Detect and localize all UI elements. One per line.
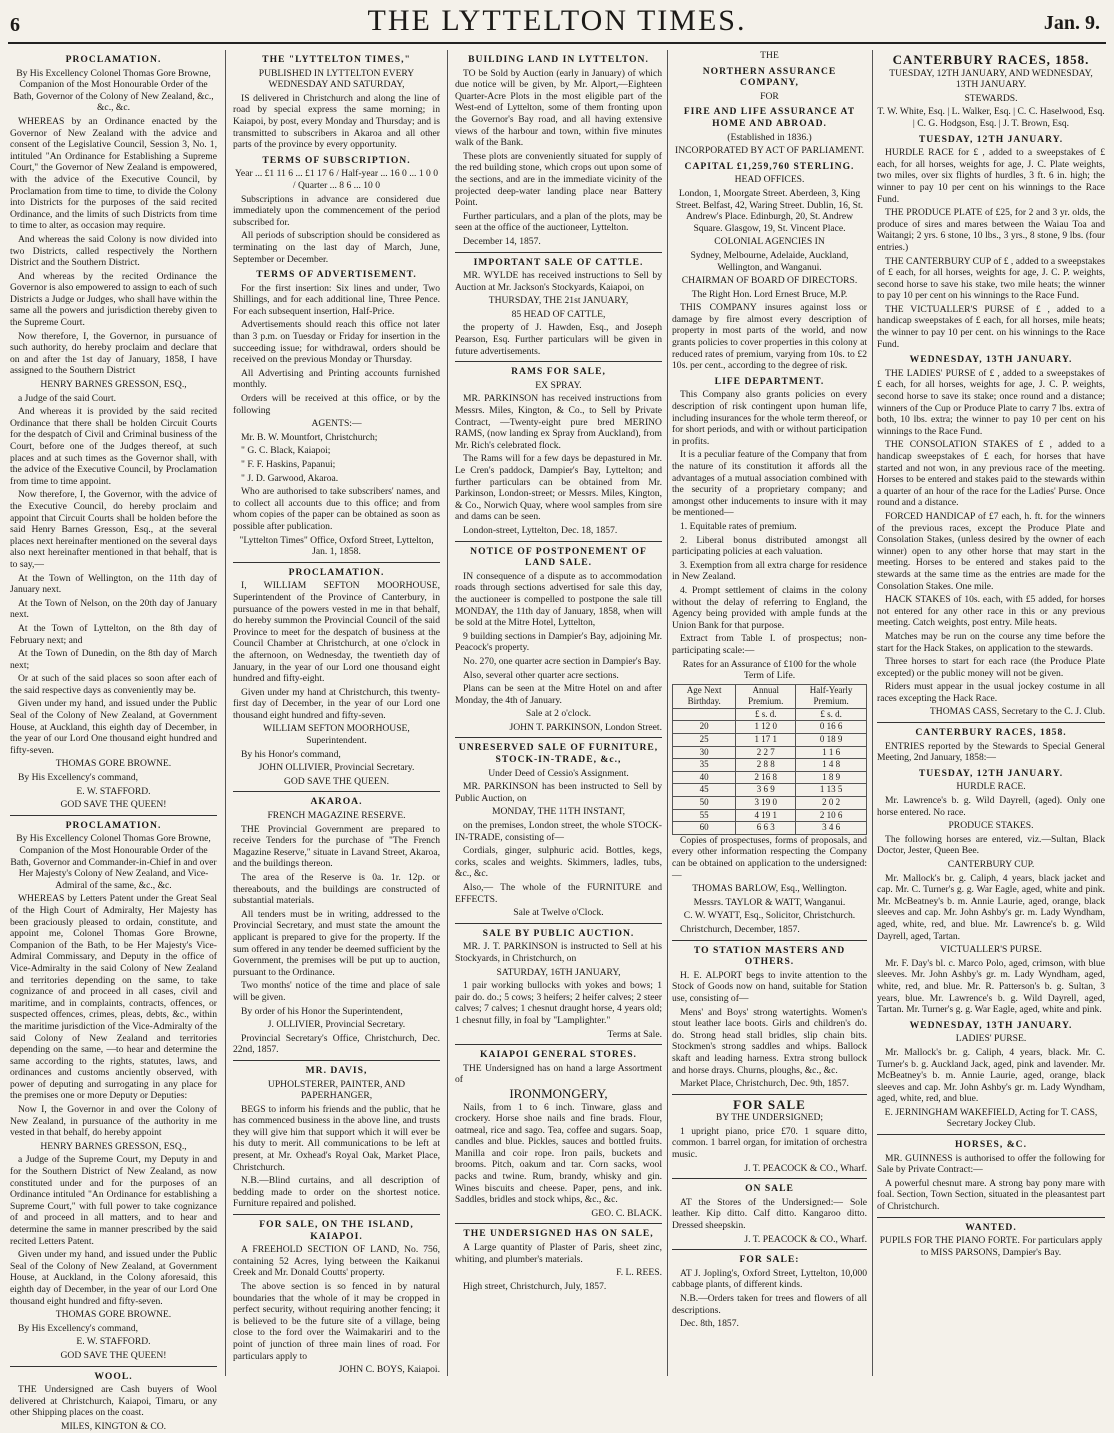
table-cell: 35 — [673, 759, 736, 772]
ad-text: 1 pair working bullocks with yokes and bows; 1 pair do. do.; 5 cows; 3 heifers; 2 heifer calves; 2 steer calves; 7 calves; 1 chesnut draught horse, 4 years old; 1 chesnut filly, in foal by "Lamplighter." — [455, 980, 662, 1026]
ad-text: MR. J. T. PARKINSON is instructed to Sell at his Stockyards, in Christchurch, on — [455, 941, 662, 964]
ad-subheading: AGENTS:— — [311, 418, 362, 430]
ad-text: For the first insertion: Six lines and under, Two Shillings, and for each additional line, Three Pence. For each subsequent insertion, Half-Price. — [233, 282, 440, 317]
ad-subheading: FRENCH MAGAZINE RESERVE. — [267, 810, 406, 822]
ad-text: 1 upright piano, price £70. 1 square ditto, common. 1 barrel organ, for imitation of orchestra music. — [672, 1125, 867, 1161]
ad-heading: THE UNDERSIGNED HAS ON SALE, — [463, 1228, 654, 1240]
ad-text: London-street, Lyttelton, Dec. 18, 1857. — [463, 524, 618, 536]
ad-text: (Established in 1836.) — [727, 131, 812, 143]
ad-subheading: EX SPRAY. — [535, 379, 582, 391]
ad-text: A Large quantity of Plaster of Paris, sheet zinc, whiting, and plumber's materials. — [455, 1242, 662, 1265]
ad-text: MR. PARKINSON has been instructed to Sell by Public Auction, on — [455, 781, 662, 804]
ad-text: THE VICTUALLER'S PURSE of £ , added to a handicap sweepstakes of £ each, for all horses, mile heats; the winner to pay 10 per cent. on his winnings to the Race Fund. — [877, 303, 1105, 350]
ad-signature: THOMAS BARLOW, Esq., Wellington. — [692, 883, 847, 895]
ad-signature: THOMAS CASS, Secretary to the C. J. Club. — [929, 706, 1105, 718]
table-cell: 0 16 6 — [796, 721, 867, 734]
ad-signature: E. W. STAFFORD. — [76, 1336, 151, 1348]
ad-signature: GEO. C. BLACK. — [591, 1207, 662, 1219]
ad-text: 3. Exemption from all extra charge for residence in New Zealand. — [672, 559, 867, 583]
column-4 — [672, 50, 867, 1376]
ad-heading: RAMS FOR SALE, — [511, 366, 606, 378]
ad-text: Two months' notice of the time and place of sale will be given. — [233, 980, 440, 1003]
table-row — [673, 797, 867, 810]
rule — [455, 252, 662, 253]
ad-subheading: VICTUALLER'S PURSE. — [940, 944, 1042, 956]
column-divider — [872, 50, 873, 1376]
table-row — [673, 822, 867, 835]
ad-text: No. 270, one quarter acre section in Dampier's Bay. — [463, 655, 661, 667]
ad-text: MR. PARKINSON has received instructions from Messrs. Miles, Kington, & Co., to Sell by Private Contract, —Twenty-eight pure bred MERINO RAMS, (now landing ex Spray from Auckland), from Mr. Rich's celebrated flock. — [455, 393, 662, 451]
table-cell: 2 10 6 — [796, 809, 867, 822]
masthead-rule — [8, 42, 1106, 44]
ad-text: BEGS to inform his friends and the public, that he has commenced business in the above line, and trusts they will give him that support which it will ever be his duty to merit. All communications to be left at present, at Mr. Oxhead's Royal Oak, Market Place, Christchurch. — [233, 1103, 440, 1173]
ad-text: By His Excellency Colonel Thomas Gore Browne, Companion of the Most Honourable Order of the Bath, Governor of the Colony of New Zealand, &c., &c., &c. — [13, 67, 214, 114]
ad-text: T. W. White, Esq. | L. Walker, Esq. | C. C. Haselwood, Esq. | C. G. Hodgson, Esq. | J. T. Brown, Esq. — [877, 106, 1105, 129]
ad-subheading: PUBLISHED IN LYTTELTON EVERY WEDNESDAY AND SATURDAY, — [258, 67, 415, 91]
ad-subheading: CHAIRMAN OF BOARD OF DIRECTORS. — [681, 275, 858, 287]
ad-text: Christchurch, December, 1857. — [680, 923, 800, 935]
ad-text: THE CONSOLATION STAKES of £ , added to a handicap sweepstakes of £ each, for horses that have started and not won, in any previous race of the meeting. Horses to be entered and stakes paid to the stewards within a quarter of an hour of the race for the Ladies' Purse. Once round and a distance. — [877, 439, 1105, 509]
ad-heading: TO STATION MASTERS AND OTHERS. — [693, 944, 846, 968]
ad-text: By his Honor's command, — [241, 748, 341, 760]
ad-text: By His Excellency's command, — [18, 772, 139, 784]
column-2 — [233, 50, 440, 1376]
ad-text: And whereas the said Colony is now divided into two Districts, called respectively the Northern District and the Southern District. — [10, 233, 217, 269]
table-header: Half-Yearly Premium. — [796, 684, 867, 708]
rule — [672, 940, 867, 941]
ad-text: Extract from Table I. of prospectus; non-participating scale:— — [672, 633, 867, 656]
ad-text: At the Town of Wellington, on the 11th day of January next. — [10, 572, 217, 596]
table-cell: 30 — [673, 746, 736, 759]
ad-text: Market Place, Christchurch, Dec. 9th, 1857. — [680, 1078, 849, 1090]
ad-text: GOD SAVE THE QUEEN! — [60, 1349, 167, 1361]
column-divider — [447, 50, 448, 1376]
page-number: 6 — [10, 14, 20, 36]
rule — [877, 1217, 1105, 1218]
table-cell: 20 — [673, 721, 736, 734]
ad-text: FOR — [760, 90, 779, 102]
ad-text: Mr. Mallock's br. g. Caliph, 4 years, black jacket and cap. Mr. C. Turner's g. g. War Eagle, aged, white and pink. Mr. McBeatney's b. m. Annie Laurie, aged, orange, black sleeves and cap. Mr. John Ashby's gr. m. Lady Wyndham, aged, white, red, and blue. Mr. Lawrence's b. g. Wild Dayrell, aged, Tartan. — [877, 872, 1105, 942]
ad-text: Dec. 8th, 1857. — [680, 1318, 739, 1330]
ad-text: THE LADIES' PURSE of £ , added to a sweepstakes of £ each, for all horses, weights for age, J. C. P. weights, second horse to save its stake; once round and a distance; winners of the Cup or Produce Plate to carry 7 lbs. extra of both, 10 lbs. extra; the winner to pay 10 per cent on his winnings to the Race Fund. — [877, 367, 1105, 437]
ad-text: By His Excellency's command, — [18, 1322, 139, 1334]
ad-text: Mr. B. W. Mountfort, Christchurch; — [241, 431, 378, 443]
table-cell: 1 1 6 — [796, 746, 867, 759]
ad-signature: J. T. PEACOCK & CO., Wharf. — [744, 1162, 867, 1174]
ad-subheading: BY THE UNDERSIGNED; — [715, 1112, 824, 1124]
table-cell: 3 19 0 — [736, 797, 796, 810]
table-cell: 55 — [673, 809, 736, 822]
ad-heading: NOTICE OF POSTPONEMENT OF LAND SALE. — [470, 545, 647, 569]
ad-text: "Lyttelton Times" Office, Oxford Street, Lyttelton, Jan. 1, 1858. — [239, 534, 434, 558]
ad-text: All Advertising and Printing accounts furnished monthly. — [233, 367, 440, 391]
ad-text: Mr. F. Day's bl. c. Marco Polo, aged, crimson, with blue sleeves. Mr. John Ashby's gr. m. Lady Wyndham, aged, white, red, and blue. Mr. R. Patterson's b. g. Sultan, 3 years, blue. Mr. Lawrence's b. g. Wild Dayrell, aged, Tartan. Mr. Turner's g. g. War Eagle, aged, white and pink. — [877, 957, 1105, 1016]
ad-heading: UNRESERVED SALE OF FURNITURE, STOCK-IN-TRADE, &c., — [458, 742, 659, 766]
ad-text: The Rams will for a few days be depastured in Mr. Le Cren's paddock, Dampier's Bay, Lyttelton; and further particulars can be obtained from Mr. Parkinson, London-street; or Messrs. Miles, Kington, & Co., Norwich Quay, where wool samples from sire and dams can be seen. — [455, 453, 662, 523]
ad-signature: JOHN C. BOYS, Kaiapoi. — [338, 1364, 440, 1376]
ad-text: THE — [760, 50, 779, 61]
table-row — [673, 746, 867, 759]
ad-text: WHEREAS by an Ordinance enacted by the Governor of New Zealand with the advice and consent of the Legislative Council, Session 3, No. 1, intituled "An Ordinance for Establishing a Supreme Court," the Governor of New Zealand is empowered, with the advice of the Executive Council, by Proclamation from time to time, to divide the Colony into Districts for the purposes of the said recited Ordinance, and the limits of such Districts from time to time to alter, as occasion may require. — [10, 115, 217, 232]
ad-heading: AKAROA. — [310, 796, 363, 808]
ad-text: At the Town of Dunedin, on the 8th day of March next; — [10, 648, 217, 671]
ad-text: THURSDAY, THE 21st JANUARY, — [488, 295, 629, 307]
column-divider — [225, 50, 226, 1376]
ad-heading: FIRE AND LIFE ASSURANCE AT HOME AND ABROAD. — [683, 106, 856, 129]
ad-text: Now I, the Governor in and over the Colony of New Zealand, in pursuance of the authority in me vested in that behalf, do hereby appoint — [10, 1104, 217, 1139]
ad-heading: FOR SALE, ON THE ISLAND, KAIAPOI. — [259, 1219, 414, 1242]
ad-text: And whereas by the recited Ordinance the Governor is also empowered to assign to each of such Districts a Judge or Judges, who shall have within the same all the powers and jurisdiction thereby given to the Supreme Court. — [10, 270, 218, 329]
ad-heading: NORTHERN ASSURANCE COMPANY, — [702, 65, 837, 89]
ad-heading: HORSES, &C. — [954, 1139, 1028, 1151]
ad-text: PUPILS FOR THE PIANO FORTE. For particulars apply to MISS PARSONS, Dampier's Bay. — [879, 1235, 1103, 1258]
ad-heading: CAPITAL £1,259,760 STERLING. — [684, 160, 855, 172]
ad-text: N.B.—Blind curtains, and all description of bedding made to order on the shortest notice. Furniture repaired and polished. — [233, 1175, 440, 1210]
rule — [877, 1134, 1105, 1135]
ad-text: Further particulars, and a plan of the plots, may be seen at the office of the auctioneer, Lyttelton. — [455, 210, 662, 234]
ad-heading: KAIAPOI GENERAL STORES. — [480, 1049, 637, 1061]
ad-signature: E. W. STAFFORD. — [76, 785, 151, 797]
table-cell: 25 — [673, 734, 736, 747]
table-cell: 1 8 9 — [796, 771, 867, 784]
ad-text: " G. C. Black, Kaiapoi; — [241, 445, 331, 457]
rule — [877, 722, 1105, 723]
ad-text: All tenders must be in writing, addressed to the Provincial Secretary, and must state the amount the applicant is prepared to give for the property. If the sum offered in any tender be deemed sufficient by the Government, the premises will be put up to auction, pursuant to the Ordinance. — [233, 908, 440, 978]
ad-signature: THOMAS GORE BROWNE. — [55, 758, 172, 770]
ad-heading: CANTERBURY RACES, 1858. — [892, 52, 1090, 67]
ad-text: Year ... £1 11 6 ... £1 17 6 / Half-year ... 16 0 ... 1 0 0 / Quarter ... 8 6 ... 10 0 — [234, 168, 439, 191]
ad-text: Mr. Lawrence's b. g. Wild Dayrell, (aged). Only one horse entered. No race. — [877, 795, 1105, 818]
table-header: £ s. d. — [736, 708, 796, 721]
ad-heading: ON SALE — [745, 1183, 794, 1195]
ad-text: Orders will be received at this office, or by the following — [233, 393, 440, 416]
ad-text: THE Undersigned are Cash buyers of Wool delivered at Christchurch, Kaiapoi, Timaru, or any other Shipping places on the coast. — [10, 1384, 217, 1419]
ad-text: IS delivered in Christchurch and along the line of road by special express the same morning; in Kaiapoi, by post, every Monday and Thursday; and is transmitted to subscribers in Akaroa and all other parts of the province by every opportunity. — [233, 92, 440, 151]
ad-text: INCORPORATED BY ACT OF PARLIAMENT. — [675, 145, 864, 157]
ad-heading: CANTERBURY RACES, 1858. — [915, 727, 1067, 739]
ad-text: A powerful chesnut mare. A strong bay pony mare with foal. Section, Town Section, situated in the pleasantest part of Christchurch. — [877, 1177, 1105, 1213]
table-cell: 1 17 1 — [736, 734, 796, 747]
table-cell: 1 13 5 — [796, 784, 867, 797]
rule — [455, 541, 662, 542]
ad-heading: FOR SALE — [733, 1096, 806, 1112]
ad-text: The Right Hon. Lord Ernest Bruce, M.P. — [691, 288, 848, 300]
ad-text: Three horses to start for each race (the Produce Plate excepted) or the public money will not be given. — [877, 656, 1105, 679]
ad-text: The following horses are entered, viz.—Sultan, Black Doctor, Jester, Queen Bee. — [877, 833, 1105, 857]
rule — [455, 361, 662, 362]
ad-text: HURDLE RACE for £ , added to a sweepstakes of £ each, for all horses, weights for age, J. C. Plate weights, two miles, over six flights of hurdles, 3 ft. 6 in. high; the winner to pay 10 per cent on his winnings to the Race Fund. — [877, 147, 1105, 205]
ad-text: a Judge of the said Court. — [18, 392, 117, 404]
ad-text: Sale at Twelve o'Clock. — [513, 907, 604, 919]
ad-text: SATURDAY, 16TH JANUARY, — [496, 966, 621, 978]
newspaper-title: THE LYTTELTON TIMES. — [367, 4, 747, 37]
ad-text: " J. D. Garwood, Akaroa. — [241, 472, 339, 484]
table-cell: 2 2 7 — [736, 746, 796, 759]
ad-text: A FREEHOLD SECTION OF LAND, No. 756, containing 52 Acres, lying between the Kaikanui Creek and Mr. Donald Coutts' property. — [233, 1244, 440, 1279]
column-5 — [877, 50, 1105, 1376]
ad-subheading: Under Deed of Cessio's Assignment. — [488, 767, 629, 779]
ad-text: AT the Stores of the Undersigned:— Sole leather. Kip ditto. Calf ditto. Kangaroo ditto. Dressed sheepskin. — [672, 1196, 867, 1232]
table-cell: 3 6 9 — [736, 784, 796, 797]
ad-heading: IMPORTANT SALE OF CATTLE. — [473, 256, 644, 268]
ad-text: H. E. ALPORT begs to invite attention to the Stock of Goods now on hand, suitable for Station use, consisting of— — [672, 969, 867, 1004]
table-cell: 40 — [673, 771, 736, 784]
rule — [233, 1214, 440, 1215]
ad-name: HENRY BARNES GRESSON, ESQ., — [40, 379, 187, 391]
ad-text: Copies of prospectuses, forms of proposals, and every other information respecting the Company can be obtained on application to the undersigned:— — [672, 834, 867, 881]
ad-text: Now therefore, I, the Governor, with the advice of the Executive Council, do hereby proclaim and appoint that Circuit Courts shall be holden before the said Henry Barnes Gresson, Esq., at the several places next hereinafter mentioned on the several days also next hereinafter mentioned in that behalf, that is to say,— — [10, 489, 217, 570]
ad-heading: PROCLAMATION. — [65, 54, 162, 65]
ad-text: 9 building sections in Dampier's Bay, adjoining Mr. Peacock's property. — [455, 630, 662, 654]
ad-text: N.B.—Orders taken for trees and flowers of all descriptions. — [672, 1293, 867, 1316]
ad-signature: THOMAS GORE BROWNE. — [55, 1309, 172, 1321]
issue-date: Jan. 9. — [1043, 12, 1100, 34]
ad-name: HENRY BARNES GRESSON, ESQ., — [40, 1140, 187, 1152]
ad-text: Mr. Mallock's br. g. Caliph, 4 years, black. Mr. C. Turner's b. g. Auckland Jack, aged, pink and lavender. Mr. McBeatney's b. m. Annie Laurie, aged, orange, black sleeves and cap. Mr. John Ashby's gr. m. Lady Wyndham, aged, white, red, and blue. — [877, 1046, 1105, 1105]
ad-signature: WILLIAM SEFTON MOORHOUSE, Superintendent. — [263, 723, 410, 747]
ad-subheading: COLONIAL AGENCIES IN — [714, 236, 825, 248]
ad-subheading: UPHOLSTERER, PAINTER, AND PAPERHANGER, — [267, 1078, 406, 1102]
ad-text: Nails, from 1 to 6 inch. Tinware, glass and crockery. Horse shoe nails and fine brads. Flour, oatmeal, rice and sago. Tea, coffee and sugars. Soap, candles and blue. Pickles, sauces and bottled fruits. Manilla and coir rope. Iron pails, buckets and brooms. Pitch, oakum and tar. Corn sacks, wool packs and twine. Rum, brandy, whisky and gin. Wines biscuits and cheese. Paper, pens, and ink. Saddles, bridles and stock whips, &c., &c. — [455, 1101, 662, 1206]
ad-signature: F. L. REES. — [616, 1267, 662, 1279]
ad-heading: TERMS OF ADVERTISEMENT. — [256, 269, 417, 281]
premium-table — [672, 684, 867, 835]
ad-text: on the premises, London street, the whole STOCK-IN-TRADE, consisting of— — [455, 820, 662, 843]
rule — [233, 1060, 440, 1061]
ad-text: THE Undersigned has on hand a large Assortment of — [455, 1062, 662, 1086]
ad-text: Given under my hand, and issued under the Public Seal of the Colony of New Zealand, at Government House, at Auckland, this eighth day of December, in the year of our Lord One thousand eight hundred and fifty-seven. — [10, 698, 217, 756]
ad-text: Given under my hand, and issued under the Public Seal of the Colony of New Zealand, at Government House, at Auckland, in the Colony aforesaid, this eighth day of December, in the year of our Lord One thousand eight hundred and fifty-seven. — [10, 1249, 217, 1307]
ad-heading: TUESDAY, 12TH JANUARY. — [918, 133, 1064, 145]
ad-heading: WEDNESDAY, 13TH JANUARY. — [909, 354, 1073, 366]
ad-text: Or at such of the said places so soon after each of the said respective days as conveniently may be. — [10, 673, 217, 696]
ad-text: Terms at Sale. — [607, 1028, 662, 1040]
ad-text: Provincial Secretary's Office, Christchurch, Dec. 22nd, 1857. — [233, 1032, 440, 1056]
ad-subheading: HEAD OFFICES. — [734, 174, 805, 186]
ad-text: All periods of subscription should be considered as terminating on the last day of March, June, September or December. — [233, 230, 440, 265]
ad-text: And whereas it is provided by the said recited Ordinance that there shall be holden Circuit Courts for the despatch of Civil and Criminal business of the Court, before one of the Judges thereof, at such places and at such times as the Governor shall, with the advice of the Executive Council, by Proclamation from time to time appoint. — [10, 406, 217, 487]
table-header — [673, 708, 736, 721]
ad-heading: THE "LYTTELTON TIMES," — [262, 54, 411, 65]
ad-text: At the Town of Lyttelton, on the 8th day of February next; and — [10, 622, 217, 646]
ad-signature: Messrs. TAYLOR & WATT, Wanganui. — [693, 896, 846, 908]
ad-text: HACK STAKES of 10s. each, with £5 added, for horses not entered for any other race in this or any previous meeting. Catch weights, post entry. Mile heats. — [877, 594, 1105, 629]
ad-subheading: CANTERBURY CUP. — [947, 859, 1035, 870]
ad-text: By His Excellency Colonel Thomas Gore Browne, Companion of the Most Honourable Order of the Bath, Governor and Commander-in-Chief in and over Her Majesty's Colony of New Zealand, and Vice-Admiral of the same, &c., &c. — [10, 833, 217, 891]
table-cell: 3 4 6 — [796, 822, 867, 835]
table-cell: 60 — [673, 822, 736, 835]
ad-heading: PROCLAMATION. — [65, 819, 162, 831]
table-header: Age Next Birthday. — [673, 684, 736, 708]
rule — [455, 1044, 662, 1045]
ad-text: The above section is so fenced in by natural boundaries that the whole of it may be cropped in perfect security, without requiring another fencing; it is believed to be the future site of a village, being close to the ford over the Waimakariri and to the point of junction of three main lines of road. For particulars apply to — [233, 1281, 440, 1362]
table-cell: 2 8 8 — [736, 759, 796, 772]
table-cell: 2 0 2 — [796, 797, 867, 810]
ad-text: the property of J. Hawden, Esq., and Joseph Pearson, Esq. Further particulars will be given in future advertisements. — [455, 322, 662, 357]
ad-text: MR. WYLDE has received instructions to Sell by Auction at Mr. Jackson's Stockyards, Kaiapoi, on — [455, 270, 662, 293]
ad-text: High street, Christchurch, July, 1857. — [463, 1280, 607, 1292]
table-cell: 6 6 3 — [736, 822, 796, 835]
table-row — [673, 759, 867, 772]
ad-text: MONDAY, THE 11TH INSTANT, — [491, 806, 626, 818]
ad-subheading: TUESDAY, 12TH JANUARY, AND WEDNESDAY, 13TH JANUARY. — [889, 67, 1093, 91]
ad-text: TO be Sold by Auction (early in January) of which due notice will be given, by Mr. Alport,—Eighteen Quarter-Acre Plots in the most eligible part of the West-end of Lyttelton, some of them fronting upon the Governor's Bay road, and all having extensive views of the harbour and town, within five minutes walk of the Bank. — [455, 67, 662, 149]
ad-heading: WEDNESDAY, 13TH JANUARY. — [909, 1019, 1073, 1031]
ad-heading: PROCLAMATION. — [288, 566, 385, 578]
ad-text: AT J. Jopling's, Oxford Street, Lyttelton, 10,000 cabbage plants, of different kinds. — [672, 1267, 867, 1291]
rule — [10, 815, 217, 816]
ad-signature: C. W. WYATT, Esq., Solicitor, Christchurch. — [683, 910, 856, 922]
ad-text: December 14, 1857. — [463, 235, 541, 247]
ad-signature: J. OLLIVIER, Provincial Secretary. — [267, 1019, 406, 1031]
ad-text: THE Provincial Government are prepared to receive Tenders for the purchase of "The French Magazine Reserve," situate in Lavand Street, Akaroa, and the buildings thereon. — [233, 823, 440, 870]
ad-text: Plans can be seen at the Mitre Hotel on and after Monday, the 4th of January. — [455, 683, 662, 706]
rule — [672, 1094, 867, 1095]
table-cell: 4 19 1 — [736, 809, 796, 822]
ad-heading: MR. DAVIS, — [305, 1064, 368, 1076]
ad-text: These plots are conveniently situated for supply of the red building stone, which crops out upon some of the sections, and are in the immediate vicinity of the projected deep-water landing place near Battery Point. — [455, 150, 662, 209]
table-header: £ s. d. — [796, 708, 867, 721]
ad-text: Subscriptions in advance are considered due immediately upon the commencement of the period subscribed for. — [233, 193, 440, 228]
ad-text: " F. F. Haskins, Papanui; — [241, 459, 336, 470]
ad-subheading: STEWARDS. — [964, 92, 1018, 104]
ad-text: Rates for an Assurance of £100 for the whole Term of Life. — [682, 658, 857, 682]
ad-text: The area of the Reserve is 0a. 1r. 12p. or thereabouts, and the buildings are constructed of substantial materials. — [233, 872, 440, 907]
ad-text: 1. Equitable rates of premium. — [680, 520, 797, 532]
ad-text: GOD SAVE THE QUEEN! — [60, 799, 167, 811]
rule — [455, 1223, 662, 1224]
ad-signature: E. JERNINGHAM WAKEFIELD, Acting for T. CASS, Secretary Jockey Club. — [884, 1106, 1098, 1130]
ad-text: Who are authorised to take subscribers' names, and to collect all accounts due to this office; and from whom copies of the paper can be obtained as soon as possible after publication. — [233, 486, 440, 532]
ad-subheading: PRODUCE STAKES. — [948, 820, 1034, 832]
ad-text: Now therefore, I, the Governor, in pursuance of such authority, do hereby proclaim and declare that on and after the 1st day of January, 1858, I have assigned to the Southern District — [10, 330, 217, 377]
rule — [10, 1366, 217, 1367]
ad-text: THE PRODUCE PLATE of £25, for 2 and 3 yr. olds, the produce of sires and mares between the Waiau Toa and Waitangi; 2 yrs. 6 stone, 10 lbs., 3 yrs., 8 stone, 9 lbs. (four entries.) — [877, 207, 1105, 253]
rule — [455, 737, 662, 738]
table-row — [673, 809, 867, 822]
ad-text: THIS COMPANY insures against loss or damage by fire almost every description of property in most parts of the world, and now grants policies to cover properties in this colony at reduced rates of premium, varying from 10s. to £2 10s. per cent., according to the degree of risk. — [672, 302, 867, 372]
table-row — [673, 734, 867, 747]
ad-subheading: HURDLE RACE. — [956, 781, 1026, 793]
ad-text: Riders must appear in the usual jockey costume in all races excepting the Hack Race. — [877, 681, 1105, 704]
ad-subheading: LADIES' PURSE. — [955, 1033, 1027, 1045]
rule — [672, 1249, 867, 1250]
table-cell: 50 — [673, 797, 736, 810]
table-cell: 45 — [673, 784, 736, 797]
ad-text: GOD SAVE THE QUEEN. — [283, 775, 390, 787]
ad-signature: JOHN OLLIVIER, Provincial Secretary. — [258, 762, 415, 774]
ad-text: a Judge of the Supreme Court, my Deputy in and for the Southern District of New Zealand, as now constituted under and for the purposes of an Ordinance intituled "An Ordinance for establishing a Supreme Court," with full power to take cognizance of and proceed in all matters, and to hear and determine the same in manner prescribed by the said recited Letters Patent. — [10, 1154, 217, 1247]
ad-text: I, WILLIAM SEFTON MOORHOUSE, Superintendent of the Province of Canterbury, in pursuance of the powers vested in me in that behalf, do hereby summon the Provincial Council of the said Province to meet for the despatch of business at the Council Chamber at Christchurch, at one o'clock in the afternoon, on Wednesday, the twentieth day of January, in the year of our Lord one thousand eight hundred and fifty-eight. — [233, 580, 440, 685]
ad-text: IN consequence of a dispute as to accommodation roads through sections advertised for sale this day, the auctioneer is compelled to postpone the sale till MONDAY, the 11th day of January, 1858, when will be sold at the Mitre Hotel, Lyttelton, — [455, 570, 662, 629]
ad-text: London, 1, Moorgate Street. Aberdeen, 3, King Street. Belfast, 42, Waring Street. Dublin, 16, St. Andrew's Place. Edinburgh, 20, St. Andrew Square. Glasgow, 19, St. Vincent Place. — [675, 187, 864, 234]
ad-subheading: IRONMONGERY, — [509, 1085, 608, 1101]
ad-text: Given under my hand at Christchurch, this twenty-first day of December, in the year of our Lord one thousand eight hundred and fifty-seven. — [233, 686, 440, 721]
column-3 — [455, 50, 662, 1376]
ad-text: FORCED HANDICAP of £7 each, h. ft. for the winners of the previous races, except the Produce Plate and Consolation Stakes, (unless desired by the owner of each winner) open to any other horse that may start in the meeting. Horses to be entered and stakes paid to the stewards at the same time as the entries are made for the Consolation Stakes. One mile. — [877, 510, 1105, 592]
table-header: Annual Premium. — [736, 684, 796, 708]
ad-heading: TUESDAY, 12TH JANUARY. — [918, 767, 1064, 779]
table-row — [673, 784, 867, 797]
ad-text: Matches may be run on the course any time before the start for the Hack Stakes, on application to the stewards. — [877, 630, 1105, 654]
column-1 — [10, 50, 218, 1432]
ad-heading: FOR SALE: — [739, 1254, 800, 1266]
ad-text: By order of his Honor the Superintendent, — [241, 1005, 403, 1017]
table-row — [673, 771, 867, 784]
ad-heading: SALE BY PUBLIC AUCTION. — [482, 927, 635, 939]
ad-text: At the Town of Nelson, on the 20th day of January next. — [10, 597, 217, 621]
ad-text: 2. Liberal bonus distributed amongst all participating policies at each valuation. — [672, 534, 867, 558]
rule — [233, 791, 440, 792]
ad-heading: WOOL. — [94, 1370, 133, 1382]
table-cell: 0 18 9 — [796, 734, 867, 747]
ad-text: Cordials, ginger, sulphuric acid. Bottles, kegs, corks, scales and weights. Skimmers, ladles, tubs, &c., &c. — [455, 845, 662, 880]
ad-text: Sale at 2 o'clock. — [525, 708, 592, 720]
masthead — [0, 4, 1114, 42]
ad-text: Mens' and Boys' strong watertights. Women's stout leather lace boots. Girls and children's do. do. Strong head stall bridles, slip chain bits. Stockmen's strong saddles and whips. Ballock skaft and leading harness. Extra strong bullock and horse drays. Churns, ploughs, &c., &c. — [672, 1006, 867, 1076]
rule — [455, 923, 662, 924]
ad-heading: WANTED. — [965, 1221, 1017, 1233]
ad-text: Advertisements should reach this office not later than 3 p.m. on Tuesday or Friday for insertion in the succeeding issue; for withdrawal, orders should be received on the previous Monday or Thursday. — [233, 319, 440, 366]
ad-text: THE CANTERBURY CUP of £ , added to a sweepstakes of £ each, for all horses, weights for age, J. C. P. weights, second horse to save his stake, two mile heats; the winner to pay 10 per cent on his winnings to the Race Fund. — [877, 255, 1105, 302]
rule — [233, 562, 440, 563]
ad-text: Sydney, Melbourne, Adelaide, Auckland, Wellington, and Wanganui. — [690, 249, 849, 273]
ad-signature: MILES, KINGTON & CO. — [60, 1420, 167, 1432]
ad-text: WHEREAS by Letters Patent under the Great Seal of the High Court of Admiralty, Her Majesty has been graciously pleased to ordain, constitute, and appoint me, Colonel Thomas Gore Browne, Companion of the Bath, to be Her Majesty's Vice-Admiral Commissary, and Deputy in the office of Vice-Admiralty in the said Colony of New Zealand and territories depending on the same, to take cognizance of and proceed in all cases, civil and maritime, and in complaints, contracts, offences, or suspected offences, crimes, pleas, debts, &c., within the maritime jurisdiction of the Vice-Admiralty of the said Colony of New Zealand and territories depending on the same, —to hear and determine the same according to the rights, statutes, laws, and ordinances and customs anciently observed, with power of deputing and surrogating in any place for the premises one or more Deputy or Deputies: — [10, 893, 217, 1102]
table-cell: 1 12 0 — [736, 721, 796, 734]
ad-text: This Company also grants policies on every description of risk contingent upon human life, including insurances for the whole term thereof, or for short periods, and with or without participation in profits. — [672, 389, 868, 447]
ad-text: Also, several other quarter acre sections. — [463, 669, 619, 681]
ad-text: 85 HEAD OF CATTLE, — [511, 308, 606, 320]
ad-heading: TERMS OF SUBSCRIPTION. — [262, 154, 411, 166]
ad-text: MR. GUINNESS is authorised to offer the following for Sale by Private Contract:— — [877, 1152, 1105, 1176]
ad-text: 4. Prompt settlement of claims in the colony without the delay of referring to England, the Agency being provided with ample funds at the Union Bank for that purpose. — [672, 584, 867, 631]
ad-text: ENTRIES reported by the Stewards to Special General Meeting, 2nd January, 1858:— — [877, 740, 1105, 764]
ad-text: It is a peculiar feature of the Company that from the nature of its constitution it affords all the advantages of a mutual association combined with the security of a proprietary company; and amongst other inducements to insure with it may be mentioned— — [672, 449, 867, 519]
table-row — [673, 721, 867, 734]
rule — [672, 1178, 867, 1179]
ad-signature: JOHN T. PARKINSON, London Street. — [509, 721, 662, 733]
ad-signature: J. T. PEACOCK & CO., Wharf. — [744, 1233, 867, 1245]
ad-heading: BUILDING LAND IN LYTTELTON. — [468, 54, 649, 65]
ad-text: Also,— The whole of the FURNITURE and EFFECTS. — [455, 882, 662, 905]
ad-heading: LIFE DEPARTMENT. — [714, 375, 825, 387]
column-divider — [667, 50, 668, 1376]
table-cell: 1 4 8 — [796, 759, 867, 772]
table-cell: 2 16 8 — [736, 771, 796, 784]
